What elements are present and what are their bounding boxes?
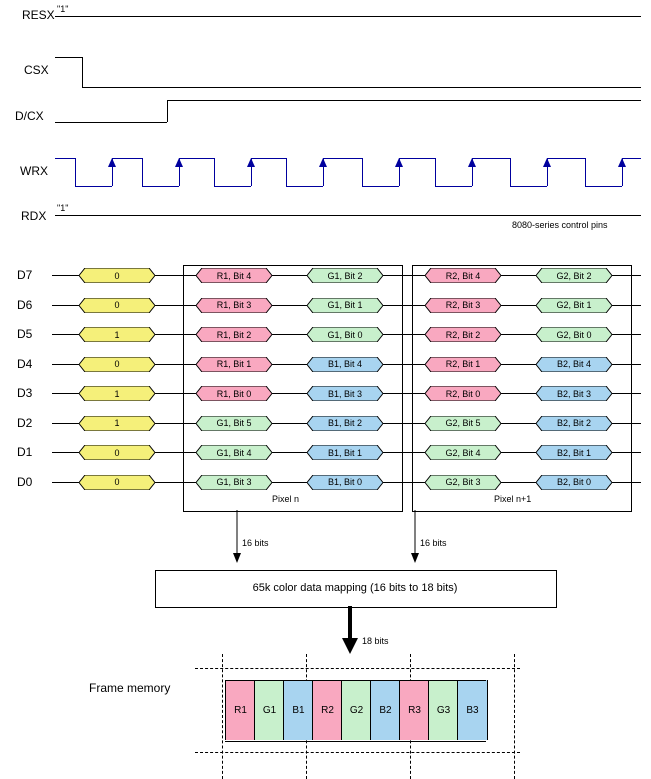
memory-cell: B1: [283, 680, 314, 740]
pixeln1-col1-d7: R2, Bit 4: [425, 268, 501, 283]
pixeln1-col1-d5: R2, Bit 2: [425, 327, 501, 342]
out-bits-label: 18 bits: [362, 636, 389, 646]
signal-label-csx: CSX: [24, 63, 49, 77]
bus-line-label-d5: D5: [17, 327, 33, 341]
memory-guide-v1: [222, 654, 223, 779]
rdx-value-label: "1": [57, 203, 69, 213]
pixeln1-col1-d2: G2, Bit 5: [425, 416, 501, 431]
pixel-n-label: Pixel n: [272, 494, 300, 504]
frame-memory-title: Frame memory: [89, 681, 171, 695]
command-value-d0: 0: [79, 475, 155, 490]
pixeln1-col2-d7: G2, Bit 2: [536, 268, 612, 283]
memory-cell: G2: [341, 680, 372, 740]
timing-caption: 8080-series control pins: [512, 220, 608, 230]
bus-line-label-d1: D1: [17, 445, 33, 459]
bus-line-label-d3: D3: [17, 386, 33, 400]
right-bits-label: 16 bits: [420, 538, 447, 548]
pixeln-col1-d6: R1, Bit 3: [196, 298, 272, 313]
memory-cell: R2: [312, 680, 343, 740]
memory-cell: G3: [428, 680, 459, 740]
bus-line-label-d0: D0: [17, 474, 33, 489]
pixeln-col2-d6: G1, Bit 1: [307, 298, 383, 313]
pixeln1-col2-d6: G2, Bit 1: [536, 298, 612, 313]
memory-cell: G1: [254, 680, 285, 740]
pixeln-col2-d7: G1, Bit 2: [307, 268, 383, 283]
pixeln1-col2-d4: B2, Bit 4: [536, 357, 612, 372]
pixeln-col2-d0: B1, Bit 0: [307, 475, 383, 490]
memory-cell: R1: [225, 680, 256, 740]
signal-label-dcx: D/CX: [15, 109, 44, 123]
memory-guide-v4: [514, 654, 515, 779]
memory-cells: [225, 680, 486, 740]
pixeln1-col2-d0: B2, Bit 0: [536, 475, 612, 490]
memory-cell: B3: [457, 680, 488, 740]
pixeln1-col1-d1: G2, Bit 4: [425, 445, 501, 460]
command-value-d5: 1: [79, 327, 155, 342]
pixeln-col2-d3: B1, Bit 3: [307, 386, 383, 401]
pixeln1-col2-d3: B2, Bit 3: [536, 386, 612, 401]
mapping-output-arrow: [300, 606, 420, 656]
signal-label-wrx: WRX: [20, 164, 48, 178]
left-bits-label: 16 bits: [242, 538, 269, 548]
bus-line-label-d4: D4: [17, 356, 33, 371]
pixeln1-col1-d0: G2, Bit 3: [425, 475, 501, 490]
color-mapping-label: 65k color data mapping (16 bits to 18 bits): [252, 582, 458, 594]
pixeln-col2-d4: B1, Bit 4: [307, 357, 383, 372]
pixeln1-col2-d1: B2, Bit 1: [536, 445, 612, 460]
pixeln1-col1-d3: R2, Bit 0: [425, 386, 501, 401]
pixeln-col1-d4: R1, Bit 1: [196, 357, 272, 372]
command-value-d1: 0: [79, 445, 155, 460]
memory-cell: R3: [399, 680, 430, 740]
pixeln1-col2-d2: B2, Bit 2: [536, 416, 612, 431]
memory-cell: B2: [370, 680, 401, 740]
resx-value-label: "1": [57, 4, 69, 14]
command-value-d4: 0: [79, 357, 155, 372]
pixeln1-col1-d4: R2, Bit 1: [425, 357, 501, 372]
pixeln-col1-d0: G1, Bit 3: [196, 475, 272, 490]
signal-label-rdx: RDX: [21, 209, 47, 223]
memory-guide-top: [195, 668, 520, 669]
pixel-n1-label: Pixel n+1: [494, 494, 532, 504]
pixeln1-col1-d6: R2, Bit 3: [425, 298, 501, 313]
bus-line-label-d7: D7: [17, 268, 33, 282]
command-value-d2: 1: [79, 416, 155, 431]
rdx-waveform: [55, 215, 641, 216]
pixeln-col1-d7: R1, Bit 4: [196, 268, 272, 283]
bus-line-label-d2: D2: [17, 415, 33, 430]
pixeln-col1-d5: R1, Bit 2: [196, 327, 272, 342]
wrx-rising-edge-arrows: [0, 0, 651, 200]
signal-label-resx: RESX: [22, 8, 55, 22]
pixeln1-col2-d5: G2, Bit 0: [536, 327, 612, 342]
memory-guide-bottom: [195, 752, 520, 753]
pixeln-col2-d1: B1, Bit 1: [307, 445, 383, 460]
command-value-d7: 0: [79, 268, 155, 283]
pixeln-col2-d2: B1, Bit 2: [307, 416, 383, 431]
pixeln-col1-d3: R1, Bit 0: [196, 386, 272, 401]
pixeln-col2-d5: G1, Bit 0: [307, 327, 383, 342]
command-value-d6: 0: [79, 298, 155, 313]
pixeln-col1-d1: G1, Bit 4: [196, 445, 272, 460]
bus-line-label-d6: D6: [17, 297, 33, 312]
command-value-d3: 1: [79, 386, 155, 401]
pixeln-col1-d2: G1, Bit 5: [196, 416, 272, 431]
